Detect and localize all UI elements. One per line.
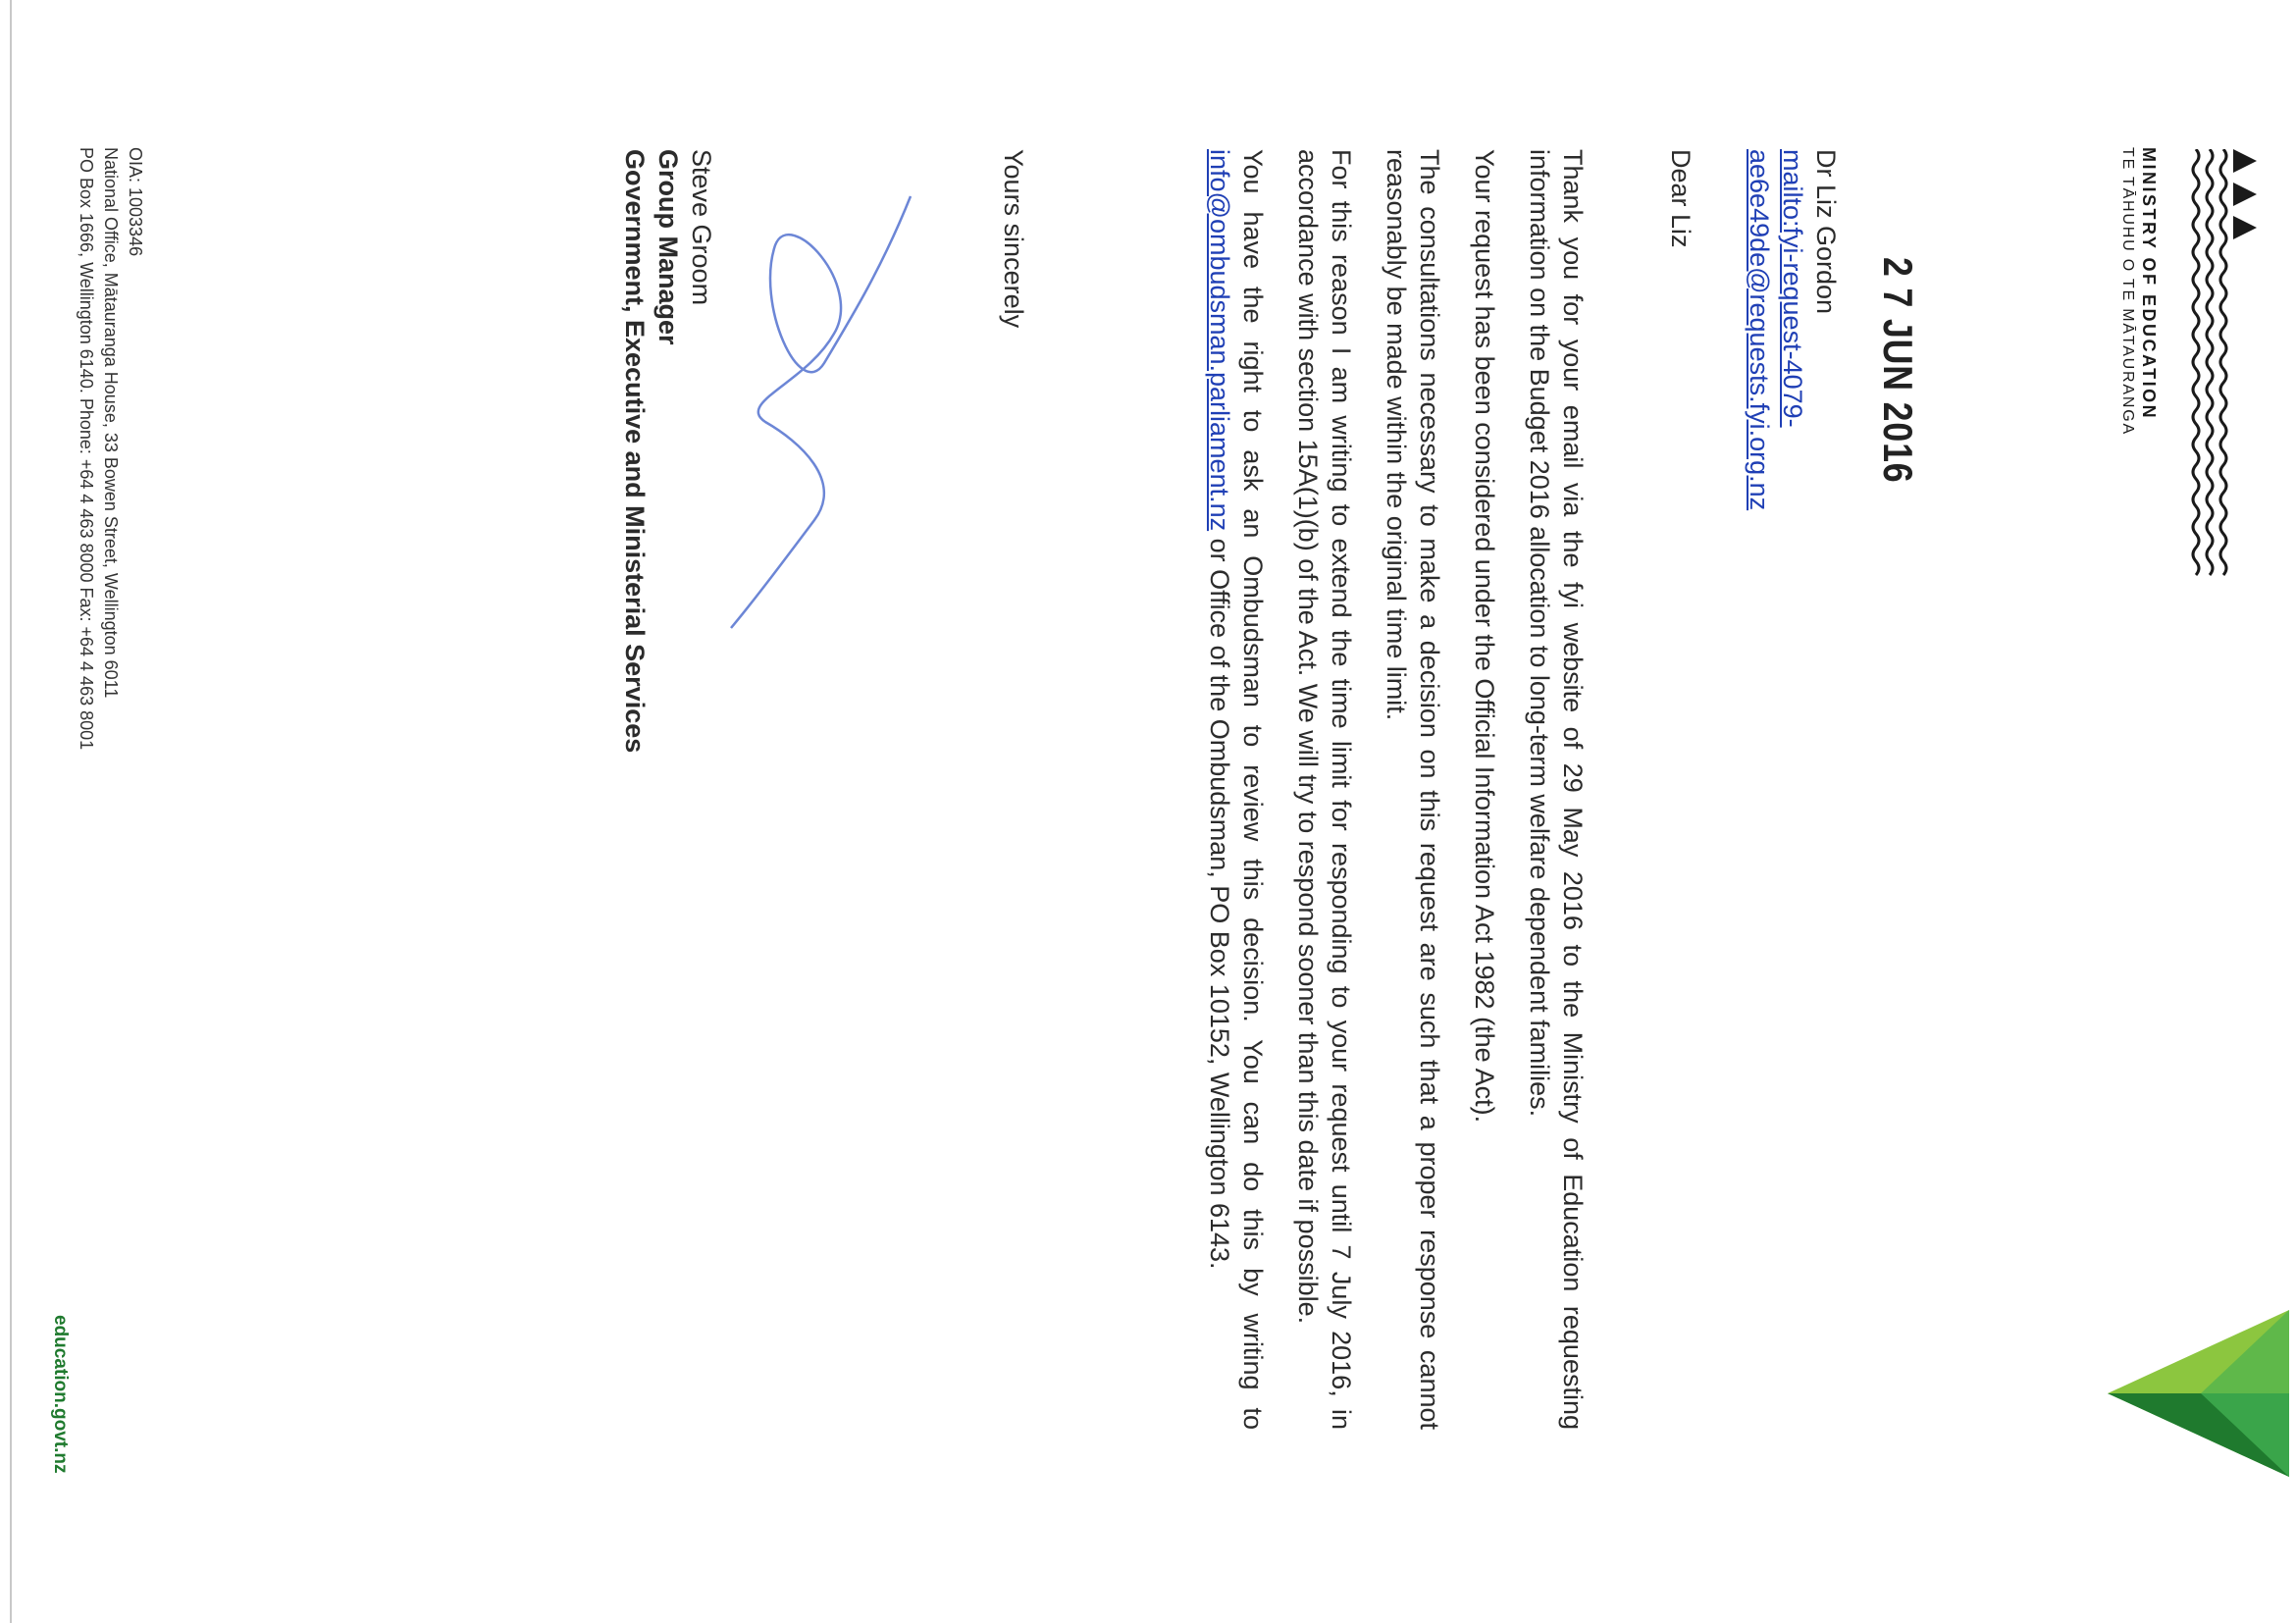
signoff: Yours sincerely	[999, 149, 1028, 329]
paragraph-5-text: You have the right to ask an Ombudsman to review this decision. You can do this by writing to	[1238, 149, 1268, 1430]
org-name-maori: TE TĀHUHU O TE MĀTAURANGA	[2119, 147, 2136, 436]
paragraph-1: Thank you for your email via the fyi website of 29 May 2016 to the Ministry of Education requesting information on the Budget 2016 allocation to long-term welfare dependent families.	[1525, 149, 1588, 1430]
page-edge	[10, 0, 12, 1623]
paragraph-2: Your request has been considered under the Official Information Act 1982 (the Act).	[1470, 149, 1499, 1124]
ombudsman-email-link[interactable]: info@ombudsman.parliament.nz	[1205, 149, 1234, 532]
postal-address: PO Box 1666, Wellington 6140. Phone: +64 4 463 8000 Fax: +64 4 463 8001	[77, 147, 96, 751]
paragraph-4: For this reason I am writing to extend the time limit for responding to your request until 7 July 2016, in accordance with section 15A(1)(b) of the Act. We will try to respond sooner than this date if possible.	[1293, 149, 1356, 1430]
recipient-email-link-2[interactable]: ae6e49de@requests.fyi.org.nz	[1745, 149, 1774, 511]
org-name: MINISTRY OF EDUCATION	[2139, 147, 2159, 421]
footer-address	[74, 147, 147, 750]
greeting: Dear Liz	[1666, 149, 1696, 248]
ministry-logo	[2118, 147, 2159, 436]
oia-reference: OIA: 1003346	[126, 147, 145, 257]
recipient-name: Dr Liz Gordon	[1811, 149, 1841, 315]
letter-body	[1181, 149, 1590, 1430]
paragraph-5-text-end: or Office of the Ombudsman, PO Box 10152, Wellington 6143.	[1205, 531, 1234, 1270]
handwritten-signature	[721, 147, 922, 638]
signer-name: Steve Groom	[687, 149, 716, 306]
recipient-email-link-1[interactable]: mailto:fyi-request-4079-	[1778, 149, 1807, 428]
date-stamp: 2 7 JUN 2016	[1875, 257, 1921, 484]
recipient-block	[1743, 149, 1843, 510]
signer-unit: Government, Executive and Ministerial Services	[620, 149, 650, 754]
paragraph-3: The consultations necessary to make a decision on this request are such that a proper response cannot reasonably be made within the original time limit.	[1382, 149, 1444, 1430]
ministry-logo-waves	[2167, 149, 2231, 591]
triangle-emblem-icon	[2103, 1310, 2294, 1477]
office-address: National Office, Mātauranga House, 33 Bowen Street, Wellington 6011	[101, 147, 121, 699]
paragraph-5	[1203, 149, 1270, 1430]
website-link[interactable]: education.govt.nz	[50, 1315, 71, 1474]
signer-title: Group Manager	[653, 149, 683, 345]
signer-block	[618, 149, 718, 753]
